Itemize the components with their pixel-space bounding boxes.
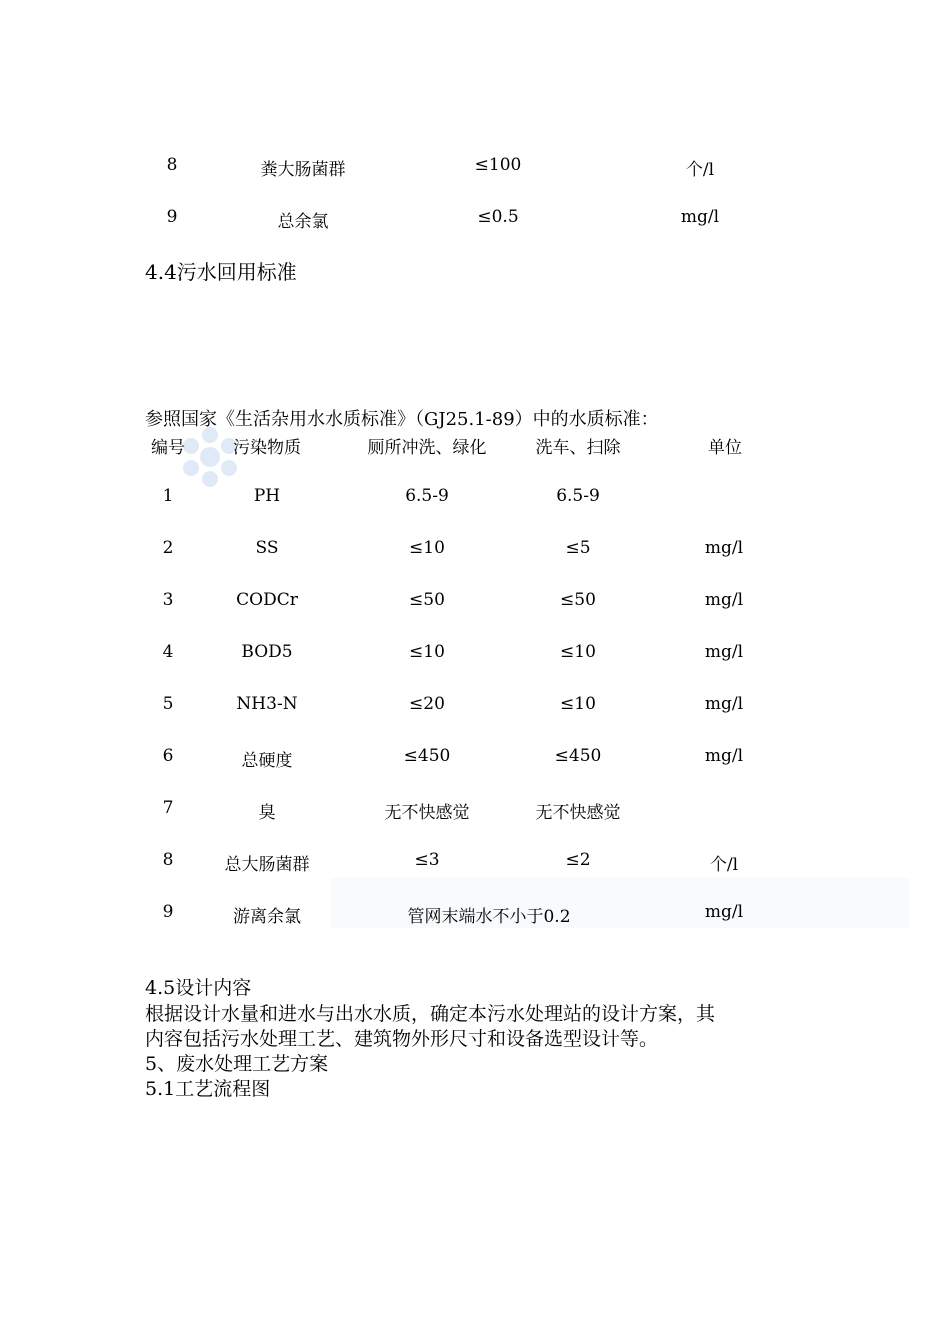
limit-value: ≤100 [474,155,522,175]
wash-value: ≤10 [560,642,596,662]
unit: mg/l [704,538,744,558]
toilet-value: ≤10 [409,538,445,558]
toilet-value: 无不快感觉 [384,803,470,823]
wash-value: ≤50 [560,590,596,610]
unit: mg/l [680,207,720,227]
pollutant-name: PH [253,486,281,506]
pollutant-name: NH3-N [236,694,298,714]
row-number: 5 [162,694,174,714]
unit: mg/l [704,694,744,714]
header-unit: 单位 [708,438,742,458]
toilet-value: ≤10 [409,642,445,662]
row-number: 7 [162,798,174,818]
paragraph-line: 根据设计水量和进水与出水水质，确定本污水处理站的设计方案，其 [145,1003,716,1025]
header-toilet-greening: 厕所冲洗、绿化 [367,438,487,458]
toilet-value: 管网末端水不小于0.2 [407,907,571,927]
row-number: 9 [162,902,174,922]
paragraph-line: 内容包括污水处理工艺、建筑物外形尺寸和设备选型设计等。 [145,1028,659,1050]
section-heading-5: 5、废水处理工艺方案 [145,1053,329,1075]
pollutant-name: 游离余氯 [233,907,301,927]
header-carwash-cleaning: 洗车、扫除 [535,438,621,458]
wash-value: ≤10 [560,694,596,714]
header-number: 编号 [151,438,185,458]
header-pollutant: 污染物质 [233,438,301,458]
unit: mg/l [704,642,744,662]
reference-text: 参照国家《生活杂用水水质标准》（GJ25.1-89）中的水质标准： [145,409,659,430]
unit: mg/l [704,746,744,766]
section-heading-4-5: 4.5设计内容 [145,977,252,999]
pollutant-name: 臭 [258,803,276,823]
row-number: 3 [162,590,174,610]
pollutant-name: 总硬度 [241,751,293,771]
pollutant-name: CODCr [236,590,298,610]
toilet-value: 6.5-9 [405,486,449,506]
pollutant-name: 总余氯 [277,212,329,232]
wash-value: ≤450 [554,746,602,766]
toilet-value: ≤20 [409,694,445,714]
pollutant-name: 总大肠菌群 [224,855,310,875]
row-number: 8 [162,850,174,870]
section-heading-4-4: 4.4污水回用标准 [145,260,297,284]
row-number: 1 [162,486,174,506]
unit: 个/l [709,855,739,875]
unit: mg/l [704,902,744,922]
toilet-value: ≤450 [403,746,451,766]
wash-value: 6.5-9 [556,486,600,506]
wash-value: ≤5 [565,538,591,558]
wash-value: 无不快感觉 [535,803,621,823]
unit: 个/l [685,160,715,180]
pollutant-name: 粪大肠菌群 [260,160,346,180]
row-number: 8 [166,155,178,175]
pollutant-name: BOD5 [241,642,293,662]
pollutant-name: SS [255,538,279,558]
limit-value: ≤0.5 [477,207,519,227]
row-number: 9 [166,207,178,227]
unit: mg/l [704,590,744,610]
row-number: 6 [162,746,174,766]
toilet-value: ≤50 [409,590,445,610]
toilet-value: ≤3 [414,850,440,870]
row-number: 4 [162,642,174,662]
row-number: 2 [162,538,174,558]
wash-value: ≤2 [565,850,591,870]
section-heading-5-1: 5.1工艺流程图 [145,1078,271,1100]
